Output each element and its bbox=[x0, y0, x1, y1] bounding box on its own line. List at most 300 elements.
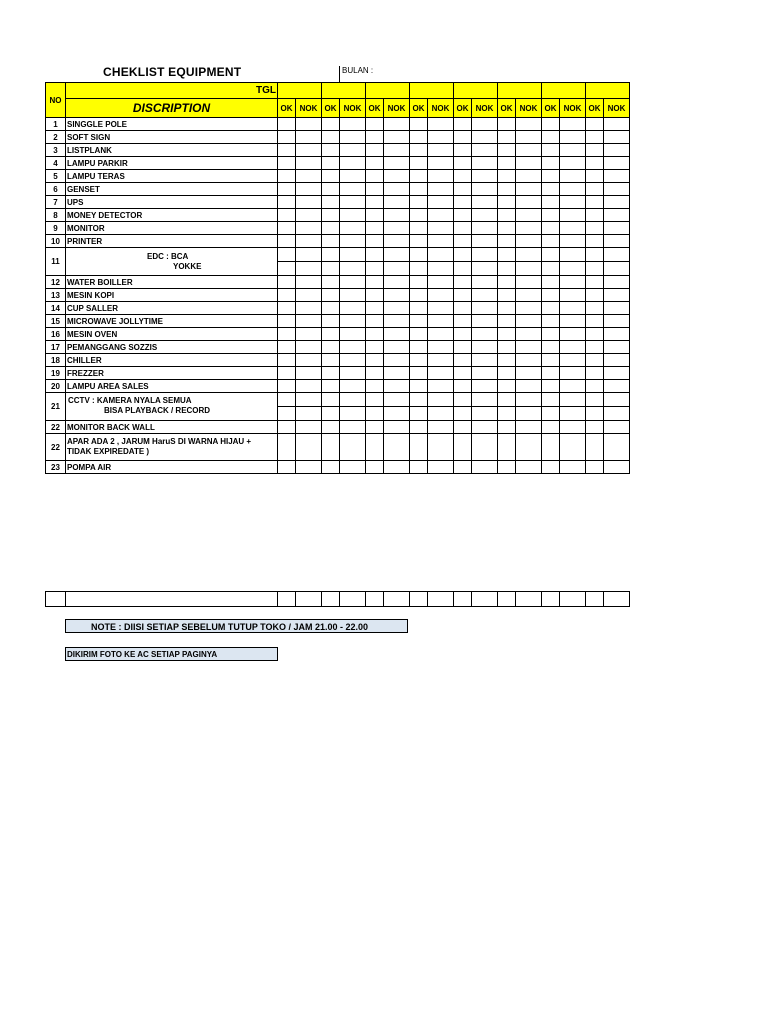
check-cell[interactable] bbox=[296, 276, 322, 289]
check-cell[interactable] bbox=[604, 461, 630, 474]
check-cell[interactable] bbox=[322, 434, 340, 461]
check-cell[interactable] bbox=[384, 367, 410, 380]
check-cell[interactable] bbox=[604, 157, 630, 170]
check-cell[interactable] bbox=[278, 157, 296, 170]
check-cell[interactable] bbox=[296, 235, 322, 248]
blank-cell[interactable] bbox=[428, 592, 454, 607]
check-cell[interactable] bbox=[542, 341, 560, 354]
check-cell[interactable] bbox=[454, 144, 472, 157]
check-cell[interactable] bbox=[410, 248, 428, 262]
check-cell[interactable] bbox=[454, 222, 472, 235]
check-cell[interactable] bbox=[516, 354, 542, 367]
check-cell[interactable] bbox=[410, 421, 428, 434]
blank-cell[interactable] bbox=[366, 592, 384, 607]
check-cell[interactable] bbox=[366, 328, 384, 341]
check-cell[interactable] bbox=[586, 421, 604, 434]
check-cell[interactable] bbox=[454, 131, 472, 144]
check-cell[interactable] bbox=[278, 196, 296, 209]
check-cell[interactable] bbox=[516, 196, 542, 209]
check-cell[interactable] bbox=[366, 196, 384, 209]
check-cell[interactable] bbox=[560, 131, 586, 144]
blank-cell[interactable] bbox=[296, 592, 322, 607]
check-cell[interactable] bbox=[366, 315, 384, 328]
check-cell[interactable] bbox=[542, 421, 560, 434]
check-cell[interactable] bbox=[454, 276, 472, 289]
check-cell[interactable] bbox=[340, 276, 366, 289]
check-cell[interactable] bbox=[498, 183, 516, 196]
check-cell[interactable] bbox=[604, 170, 630, 183]
check-cell[interactable] bbox=[454, 289, 472, 302]
check-cell[interactable] bbox=[560, 196, 586, 209]
check-cell[interactable] bbox=[586, 248, 604, 262]
check-cell[interactable] bbox=[560, 183, 586, 196]
check-cell[interactable] bbox=[516, 262, 542, 276]
check-cell[interactable] bbox=[340, 393, 366, 407]
check-cell[interactable] bbox=[428, 276, 454, 289]
check-cell[interactable] bbox=[428, 248, 454, 262]
check-cell[interactable] bbox=[366, 157, 384, 170]
check-cell[interactable] bbox=[296, 289, 322, 302]
check-cell[interactable] bbox=[560, 118, 586, 131]
check-cell[interactable] bbox=[278, 118, 296, 131]
check-cell[interactable] bbox=[340, 248, 366, 262]
check-cell[interactable] bbox=[410, 434, 428, 461]
check-cell[interactable] bbox=[340, 196, 366, 209]
check-cell[interactable] bbox=[586, 222, 604, 235]
check-cell[interactable] bbox=[278, 354, 296, 367]
check-cell[interactable] bbox=[516, 393, 542, 407]
check-cell[interactable] bbox=[542, 289, 560, 302]
check-cell[interactable] bbox=[586, 196, 604, 209]
date-cell[interactable] bbox=[542, 83, 586, 99]
check-cell[interactable] bbox=[278, 421, 296, 434]
check-cell[interactable] bbox=[498, 235, 516, 248]
blank-cell[interactable] bbox=[560, 592, 586, 607]
check-cell[interactable] bbox=[604, 248, 630, 262]
check-cell[interactable] bbox=[322, 354, 340, 367]
check-cell[interactable] bbox=[454, 118, 472, 131]
check-cell[interactable] bbox=[586, 276, 604, 289]
check-cell[interactable] bbox=[472, 315, 498, 328]
check-cell[interactable] bbox=[604, 118, 630, 131]
check-cell[interactable] bbox=[340, 157, 366, 170]
blank-cell[interactable] bbox=[586, 592, 604, 607]
check-cell[interactable] bbox=[340, 407, 366, 421]
check-cell[interactable] bbox=[560, 289, 586, 302]
check-cell[interactable] bbox=[384, 262, 410, 276]
check-cell[interactable] bbox=[560, 393, 586, 407]
check-cell[interactable] bbox=[366, 248, 384, 262]
blank-cell[interactable] bbox=[46, 592, 66, 607]
check-cell[interactable] bbox=[410, 367, 428, 380]
check-cell[interactable] bbox=[560, 380, 586, 393]
blank-cell[interactable] bbox=[322, 592, 340, 607]
check-cell[interactable] bbox=[604, 328, 630, 341]
check-cell[interactable] bbox=[516, 235, 542, 248]
check-cell[interactable] bbox=[410, 341, 428, 354]
check-cell[interactable] bbox=[586, 118, 604, 131]
check-cell[interactable] bbox=[516, 276, 542, 289]
check-cell[interactable] bbox=[296, 248, 322, 262]
check-cell[interactable] bbox=[428, 183, 454, 196]
check-cell[interactable] bbox=[366, 289, 384, 302]
check-cell[interactable] bbox=[428, 341, 454, 354]
check-cell[interactable] bbox=[322, 196, 340, 209]
check-cell[interactable] bbox=[340, 341, 366, 354]
check-cell[interactable] bbox=[542, 262, 560, 276]
check-cell[interactable] bbox=[340, 434, 366, 461]
check-cell[interactable] bbox=[586, 315, 604, 328]
check-cell[interactable] bbox=[516, 144, 542, 157]
check-cell[interactable] bbox=[542, 380, 560, 393]
check-cell[interactable] bbox=[410, 170, 428, 183]
check-cell[interactable] bbox=[586, 235, 604, 248]
check-cell[interactable] bbox=[410, 144, 428, 157]
check-cell[interactable] bbox=[410, 157, 428, 170]
check-cell[interactable] bbox=[428, 144, 454, 157]
check-cell[interactable] bbox=[586, 341, 604, 354]
check-cell[interactable] bbox=[296, 315, 322, 328]
check-cell[interactable] bbox=[410, 393, 428, 407]
check-cell[interactable] bbox=[516, 157, 542, 170]
check-cell[interactable] bbox=[322, 144, 340, 157]
check-cell[interactable] bbox=[454, 328, 472, 341]
check-cell[interactable] bbox=[278, 407, 296, 421]
check-cell[interactable] bbox=[278, 393, 296, 407]
check-cell[interactable] bbox=[278, 170, 296, 183]
check-cell[interactable] bbox=[428, 289, 454, 302]
check-cell[interactable] bbox=[472, 222, 498, 235]
check-cell[interactable] bbox=[454, 235, 472, 248]
check-cell[interactable] bbox=[454, 393, 472, 407]
check-cell[interactable] bbox=[340, 131, 366, 144]
blank-cell[interactable] bbox=[278, 592, 296, 607]
check-cell[interactable] bbox=[366, 302, 384, 315]
check-cell[interactable] bbox=[296, 209, 322, 222]
date-cell[interactable] bbox=[586, 83, 630, 99]
check-cell[interactable] bbox=[384, 421, 410, 434]
check-cell[interactable] bbox=[498, 170, 516, 183]
check-cell[interactable] bbox=[366, 222, 384, 235]
check-cell[interactable] bbox=[384, 380, 410, 393]
check-cell[interactable] bbox=[498, 157, 516, 170]
check-cell[interactable] bbox=[384, 341, 410, 354]
check-cell[interactable] bbox=[296, 434, 322, 461]
check-cell[interactable] bbox=[384, 170, 410, 183]
check-cell[interactable] bbox=[296, 262, 322, 276]
check-cell[interactable] bbox=[604, 262, 630, 276]
check-cell[interactable] bbox=[542, 222, 560, 235]
check-cell[interactable] bbox=[586, 157, 604, 170]
check-cell[interactable] bbox=[428, 262, 454, 276]
check-cell[interactable] bbox=[410, 302, 428, 315]
check-cell[interactable] bbox=[516, 341, 542, 354]
check-cell[interactable] bbox=[278, 144, 296, 157]
check-cell[interactable] bbox=[586, 170, 604, 183]
check-cell[interactable] bbox=[296, 196, 322, 209]
check-cell[interactable] bbox=[296, 118, 322, 131]
check-cell[interactable] bbox=[278, 302, 296, 315]
check-cell[interactable] bbox=[366, 209, 384, 222]
check-cell[interactable] bbox=[454, 209, 472, 222]
check-cell[interactable] bbox=[410, 196, 428, 209]
check-cell[interactable] bbox=[498, 262, 516, 276]
check-cell[interactable] bbox=[428, 209, 454, 222]
check-cell[interactable] bbox=[560, 144, 586, 157]
check-cell[interactable] bbox=[454, 421, 472, 434]
check-cell[interactable] bbox=[296, 328, 322, 341]
check-cell[interactable] bbox=[604, 209, 630, 222]
check-cell[interactable] bbox=[516, 380, 542, 393]
check-cell[interactable] bbox=[340, 380, 366, 393]
check-cell[interactable] bbox=[604, 131, 630, 144]
check-cell[interactable] bbox=[542, 183, 560, 196]
check-cell[interactable] bbox=[560, 341, 586, 354]
check-cell[interactable] bbox=[428, 170, 454, 183]
check-cell[interactable] bbox=[278, 434, 296, 461]
check-cell[interactable] bbox=[428, 328, 454, 341]
check-cell[interactable] bbox=[296, 183, 322, 196]
check-cell[interactable] bbox=[410, 131, 428, 144]
check-cell[interactable] bbox=[322, 170, 340, 183]
check-cell[interactable] bbox=[322, 328, 340, 341]
check-cell[interactable] bbox=[516, 183, 542, 196]
blank-cell[interactable] bbox=[604, 592, 630, 607]
blank-cell[interactable] bbox=[340, 592, 366, 607]
check-cell[interactable] bbox=[472, 289, 498, 302]
check-cell[interactable] bbox=[498, 289, 516, 302]
check-cell[interactable] bbox=[428, 354, 454, 367]
check-cell[interactable] bbox=[366, 276, 384, 289]
check-cell[interactable] bbox=[516, 367, 542, 380]
check-cell[interactable] bbox=[472, 302, 498, 315]
check-cell[interactable] bbox=[604, 289, 630, 302]
check-cell[interactable] bbox=[278, 461, 296, 474]
check-cell[interactable] bbox=[384, 131, 410, 144]
check-cell[interactable] bbox=[542, 209, 560, 222]
date-cell[interactable] bbox=[410, 83, 454, 99]
blank-cell[interactable] bbox=[66, 592, 278, 607]
check-cell[interactable] bbox=[296, 461, 322, 474]
check-cell[interactable] bbox=[366, 367, 384, 380]
check-cell[interactable] bbox=[560, 354, 586, 367]
check-cell[interactable] bbox=[516, 315, 542, 328]
check-cell[interactable] bbox=[296, 367, 322, 380]
check-cell[interactable] bbox=[410, 407, 428, 421]
check-cell[interactable] bbox=[366, 461, 384, 474]
check-cell[interactable] bbox=[542, 196, 560, 209]
check-cell[interactable] bbox=[542, 118, 560, 131]
blank-cell[interactable] bbox=[384, 592, 410, 607]
check-cell[interactable] bbox=[454, 434, 472, 461]
check-cell[interactable] bbox=[586, 262, 604, 276]
check-cell[interactable] bbox=[428, 407, 454, 421]
check-cell[interactable] bbox=[560, 170, 586, 183]
check-cell[interactable] bbox=[586, 393, 604, 407]
check-cell[interactable] bbox=[410, 276, 428, 289]
check-cell[interactable] bbox=[560, 434, 586, 461]
check-cell[interactable] bbox=[384, 315, 410, 328]
check-cell[interactable] bbox=[542, 235, 560, 248]
check-cell[interactable] bbox=[542, 328, 560, 341]
check-cell[interactable] bbox=[322, 276, 340, 289]
check-cell[interactable] bbox=[410, 289, 428, 302]
check-cell[interactable] bbox=[516, 421, 542, 434]
check-cell[interactable] bbox=[340, 461, 366, 474]
check-cell[interactable] bbox=[384, 393, 410, 407]
check-cell[interactable] bbox=[472, 393, 498, 407]
check-cell[interactable] bbox=[428, 393, 454, 407]
check-cell[interactable] bbox=[472, 354, 498, 367]
check-cell[interactable] bbox=[278, 276, 296, 289]
date-cell[interactable] bbox=[498, 83, 542, 99]
check-cell[interactable] bbox=[472, 196, 498, 209]
check-cell[interactable] bbox=[498, 315, 516, 328]
check-cell[interactable] bbox=[366, 235, 384, 248]
check-cell[interactable] bbox=[428, 196, 454, 209]
check-cell[interactable] bbox=[472, 276, 498, 289]
date-cell[interactable] bbox=[454, 83, 498, 99]
check-cell[interactable] bbox=[542, 367, 560, 380]
check-cell[interactable] bbox=[586, 407, 604, 421]
check-cell[interactable] bbox=[322, 289, 340, 302]
check-cell[interactable] bbox=[428, 421, 454, 434]
date-cell[interactable] bbox=[322, 83, 366, 99]
check-cell[interactable] bbox=[454, 302, 472, 315]
check-cell[interactable] bbox=[604, 235, 630, 248]
check-cell[interactable] bbox=[454, 183, 472, 196]
check-cell[interactable] bbox=[498, 118, 516, 131]
check-cell[interactable] bbox=[472, 341, 498, 354]
check-cell[interactable] bbox=[428, 222, 454, 235]
check-cell[interactable] bbox=[278, 289, 296, 302]
check-cell[interactable] bbox=[366, 393, 384, 407]
check-cell[interactable] bbox=[278, 262, 296, 276]
check-cell[interactable] bbox=[384, 183, 410, 196]
check-cell[interactable] bbox=[454, 341, 472, 354]
check-cell[interactable] bbox=[384, 354, 410, 367]
check-cell[interactable] bbox=[560, 461, 586, 474]
check-cell[interactable] bbox=[410, 118, 428, 131]
check-cell[interactable] bbox=[384, 407, 410, 421]
check-cell[interactable] bbox=[296, 157, 322, 170]
check-cell[interactable] bbox=[278, 183, 296, 196]
check-cell[interactable] bbox=[366, 380, 384, 393]
check-cell[interactable] bbox=[472, 407, 498, 421]
check-cell[interactable] bbox=[278, 131, 296, 144]
check-cell[interactable] bbox=[516, 222, 542, 235]
check-cell[interactable] bbox=[454, 170, 472, 183]
check-cell[interactable] bbox=[384, 248, 410, 262]
check-cell[interactable] bbox=[322, 315, 340, 328]
check-cell[interactable] bbox=[604, 354, 630, 367]
check-cell[interactable] bbox=[322, 222, 340, 235]
check-cell[interactable] bbox=[542, 407, 560, 421]
check-cell[interactable] bbox=[516, 209, 542, 222]
check-cell[interactable] bbox=[454, 407, 472, 421]
check-cell[interactable] bbox=[604, 341, 630, 354]
check-cell[interactable] bbox=[340, 209, 366, 222]
check-cell[interactable] bbox=[410, 222, 428, 235]
check-cell[interactable] bbox=[366, 262, 384, 276]
check-cell[interactable] bbox=[410, 262, 428, 276]
check-cell[interactable] bbox=[516, 461, 542, 474]
check-cell[interactable] bbox=[410, 235, 428, 248]
check-cell[interactable] bbox=[278, 380, 296, 393]
check-cell[interactable] bbox=[410, 209, 428, 222]
check-cell[interactable] bbox=[296, 222, 322, 235]
check-cell[interactable] bbox=[586, 302, 604, 315]
check-cell[interactable] bbox=[366, 434, 384, 461]
check-cell[interactable] bbox=[366, 118, 384, 131]
check-cell[interactable] bbox=[340, 354, 366, 367]
check-cell[interactable] bbox=[498, 248, 516, 262]
check-cell[interactable] bbox=[428, 131, 454, 144]
check-cell[interactable] bbox=[384, 157, 410, 170]
check-cell[interactable] bbox=[340, 118, 366, 131]
check-cell[interactable] bbox=[498, 393, 516, 407]
check-cell[interactable] bbox=[428, 235, 454, 248]
blank-cell[interactable] bbox=[472, 592, 498, 607]
check-cell[interactable] bbox=[542, 131, 560, 144]
check-cell[interactable] bbox=[560, 421, 586, 434]
check-cell[interactable] bbox=[472, 380, 498, 393]
check-cell[interactable] bbox=[454, 196, 472, 209]
blank-cell[interactable] bbox=[410, 592, 428, 607]
check-cell[interactable] bbox=[384, 118, 410, 131]
check-cell[interactable] bbox=[340, 315, 366, 328]
check-cell[interactable] bbox=[322, 407, 340, 421]
check-cell[interactable] bbox=[560, 262, 586, 276]
check-cell[interactable] bbox=[340, 235, 366, 248]
check-cell[interactable] bbox=[498, 328, 516, 341]
check-cell[interactable] bbox=[384, 235, 410, 248]
check-cell[interactable] bbox=[586, 183, 604, 196]
check-cell[interactable] bbox=[516, 131, 542, 144]
check-cell[interactable] bbox=[366, 341, 384, 354]
check-cell[interactable] bbox=[384, 276, 410, 289]
check-cell[interactable] bbox=[454, 315, 472, 328]
check-cell[interactable] bbox=[322, 235, 340, 248]
check-cell[interactable] bbox=[410, 380, 428, 393]
check-cell[interactable] bbox=[472, 421, 498, 434]
check-cell[interactable] bbox=[366, 183, 384, 196]
check-cell[interactable] bbox=[542, 248, 560, 262]
check-cell[interactable] bbox=[340, 170, 366, 183]
check-cell[interactable] bbox=[428, 118, 454, 131]
check-cell[interactable] bbox=[428, 434, 454, 461]
check-cell[interactable] bbox=[516, 328, 542, 341]
check-cell[interactable] bbox=[428, 367, 454, 380]
check-cell[interactable] bbox=[278, 235, 296, 248]
check-cell[interactable] bbox=[586, 434, 604, 461]
check-cell[interactable] bbox=[498, 302, 516, 315]
check-cell[interactable] bbox=[542, 157, 560, 170]
check-cell[interactable] bbox=[604, 367, 630, 380]
check-cell[interactable] bbox=[428, 380, 454, 393]
check-cell[interactable] bbox=[278, 209, 296, 222]
check-cell[interactable] bbox=[340, 289, 366, 302]
check-cell[interactable] bbox=[586, 367, 604, 380]
check-cell[interactable] bbox=[296, 380, 322, 393]
check-cell[interactable] bbox=[516, 289, 542, 302]
check-cell[interactable] bbox=[498, 367, 516, 380]
check-cell[interactable] bbox=[472, 118, 498, 131]
check-cell[interactable] bbox=[454, 262, 472, 276]
date-cell[interactable] bbox=[278, 83, 322, 99]
check-cell[interactable] bbox=[278, 315, 296, 328]
check-cell[interactable] bbox=[340, 262, 366, 276]
